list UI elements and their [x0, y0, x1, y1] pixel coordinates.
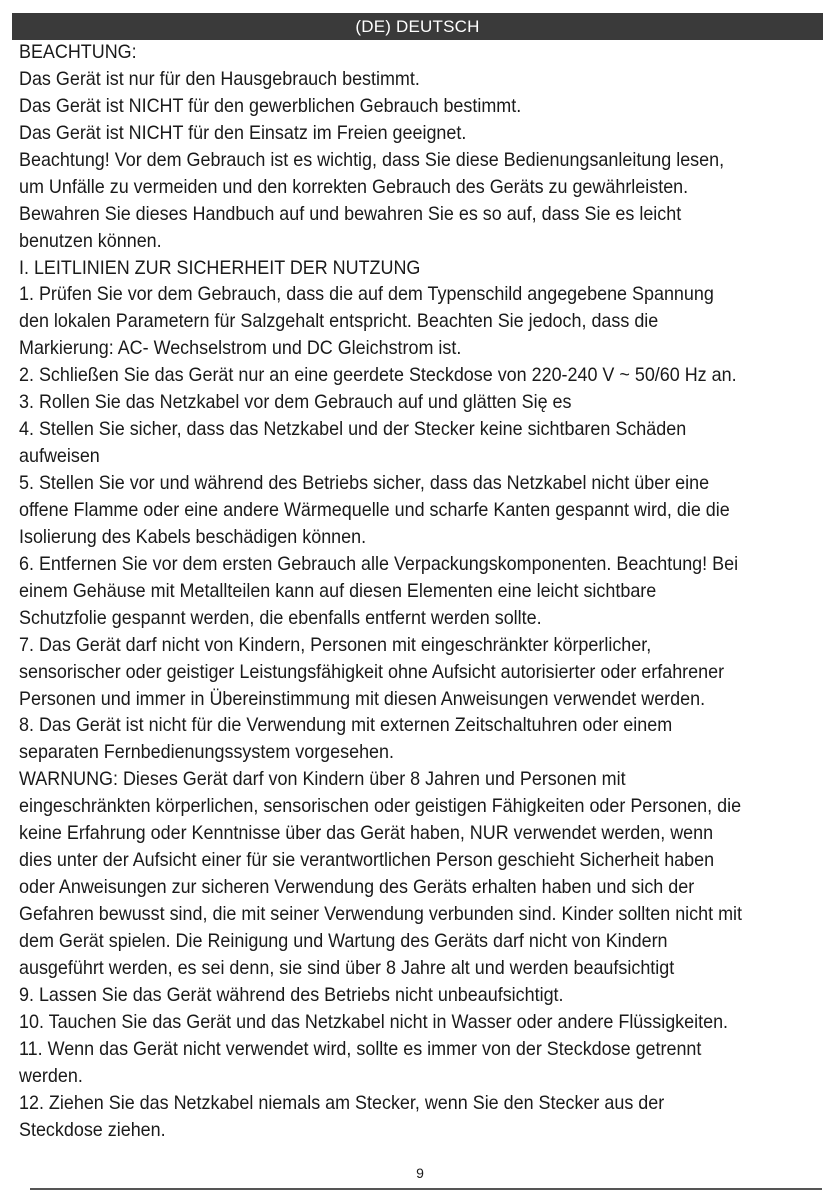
footer-divider: [30, 1188, 822, 1190]
text-line: 2. Schließen Sie das Gerät nur an eine geerdete Steckdose von 220-240 V ~ 50/60 Hz an.: [19, 365, 737, 387]
text-line: 3. Rollen Sie das Netzkabel vor dem Gebrauch auf und glätten Się es: [19, 392, 572, 414]
text-line: werden.: [19, 1065, 83, 1087]
text-line: einem Gehäuse mit Metallteilen kann auf diesen Elementen eine leicht sichtbare: [19, 580, 657, 602]
text-line: 5. Stellen Sie vor und während des Betriebs sicher, dass das Netzkabel nicht über eine: [19, 473, 710, 494]
text-line: Das Gerät ist NICHT für den gewerblichen Gebrauch bestimmt.: [19, 95, 522, 117]
text-line: Steckdose ziehen.: [19, 1119, 166, 1141]
text-line: aufweisen: [19, 446, 100, 468]
text-line: BEACHTUNG:: [19, 42, 137, 63]
text-line: Das Gerät ist NICHT für den Einsatz im Freien geeignet.: [19, 122, 467, 144]
text-line: Gefahren bewusst sind, die mit seiner Verwendung verbunden sind. Kinder sollten nicht mit: [19, 904, 743, 925]
text-line: Markierung: AC- Wechselstrom und DC Gleichstrom ist.: [19, 338, 462, 360]
text-line: eingeschränkten körperlichen, sensorischen oder geistigen Fähigkeiten oder Personen, die: [19, 796, 742, 818]
text-line: Beachtung! Vor dem Gebrauch ist es wichtig, dass Sie diese Bedienungsanleitung lesen,: [19, 149, 725, 171]
text-line: oder Anweisungen zur sicheren Verwendung des Geräts erhalten haben und sich der: [19, 877, 695, 899]
text-line: 7. Das Gerät darf nicht von Kindern, Personen mit eingeschränkter körperlicher,: [19, 634, 652, 656]
text-line: den lokalen Parametern für Salzgehalt entspricht. Beachten Sie jedoch, dass die: [19, 311, 659, 333]
text-line: separaten Fernbedienungssystem vorgesehen.: [19, 742, 394, 764]
section-heading: I. LEITLINIEN ZUR SICHERHEIT DER NUTZUNG: [19, 257, 421, 279]
text-line: Personen und immer in Übereinstimmung mit diesen Anweisungen verwendet werden.: [19, 688, 706, 710]
text-line: ausgeführt werden, es sei denn, sie sind über 8 Jahre alt und werden beaufsichtigt: [19, 957, 675, 979]
manual-text-body: [19, 40, 824, 1144]
text-line: keine Erfahrung oder Kenntnisse über das Gerät haben, NUR verwendet werden, wenn: [19, 823, 714, 845]
text-line: dies unter der Aufsicht einer für sie verantwortlichen Person geschieht Sicherheit haben: [19, 850, 715, 872]
text-line: 12. Ziehen Sie das Netzkabel niemals am Stecker, wenn Sie den Stecker aus der: [19, 1092, 665, 1114]
text-line: 9. Lassen Sie das Gerät während des Betriebs nicht unbeaufsichtigt.: [19, 984, 564, 1006]
text-line: Das Gerät ist nur für den Hausgebrauch bestimmt.: [19, 68, 420, 90]
text-line: WARNUNG: Dieses Gerät darf von Kindern über 8 Jahren und Personen mit: [19, 769, 626, 791]
text-line: 11. Wenn das Gerät nicht verwendet wird, sollte es immer von der Steckdose getrennt: [19, 1038, 702, 1060]
text-line: offene Flamme oder eine andere Wärmequelle und scharfe Kanten gespannt wird, die die: [19, 499, 730, 521]
text-line: benutzen können.: [19, 230, 162, 252]
text-line: Isolierung des Kabels beschädigen können.: [19, 526, 367, 548]
text-line: 10. Tauchen Sie das Gerät und das Netzkabel nicht in Wasser oder andere Flüssigkeiten.: [19, 1011, 729, 1033]
text-line: Bewahren Sie dieses Handbuch auf und bewahren Sie es so auf, dass Sie es leicht: [19, 203, 682, 225]
section-title: (DE) DEUTSCH: [355, 17, 480, 36]
text-line: sensorischer oder geistiger Leistungsfähigkeit ohne Aufsicht autorisierter oder erfahrener: [19, 661, 725, 683]
text-line: 6. Entfernen Sie vor dem ersten Gebrauch alle Verpackungskomponenten. Beachtung! Bei: [19, 553, 739, 575]
text-line: Schutzfolie gespannt werden, die ebenfalls entfernt werden sollte.: [19, 607, 542, 629]
text-line: 8. Das Gerät ist nicht für die Verwendung mit externen Zeitschaltuhren oder einem: [19, 715, 673, 737]
page-number: 9: [416, 1165, 424, 1181]
text-line: dem Gerät spielen. Die Reinigung und Wartung des Geräts darf nicht von Kindern: [19, 930, 668, 952]
text-line: 4. Stellen Sie sicher, dass das Netzkabel und der Stecker keine sichtbaren Schäden: [19, 419, 687, 441]
section-header-bar: [12, 13, 823, 40]
text-line: 1. Prüfen Sie vor dem Gebrauch, dass die auf dem Typenschild angegebene Spannung: [19, 284, 714, 306]
text-line: um Unfälle zu vermeiden und den korrekten Gebrauch des Geräts zu gewährleisten.: [19, 176, 689, 198]
